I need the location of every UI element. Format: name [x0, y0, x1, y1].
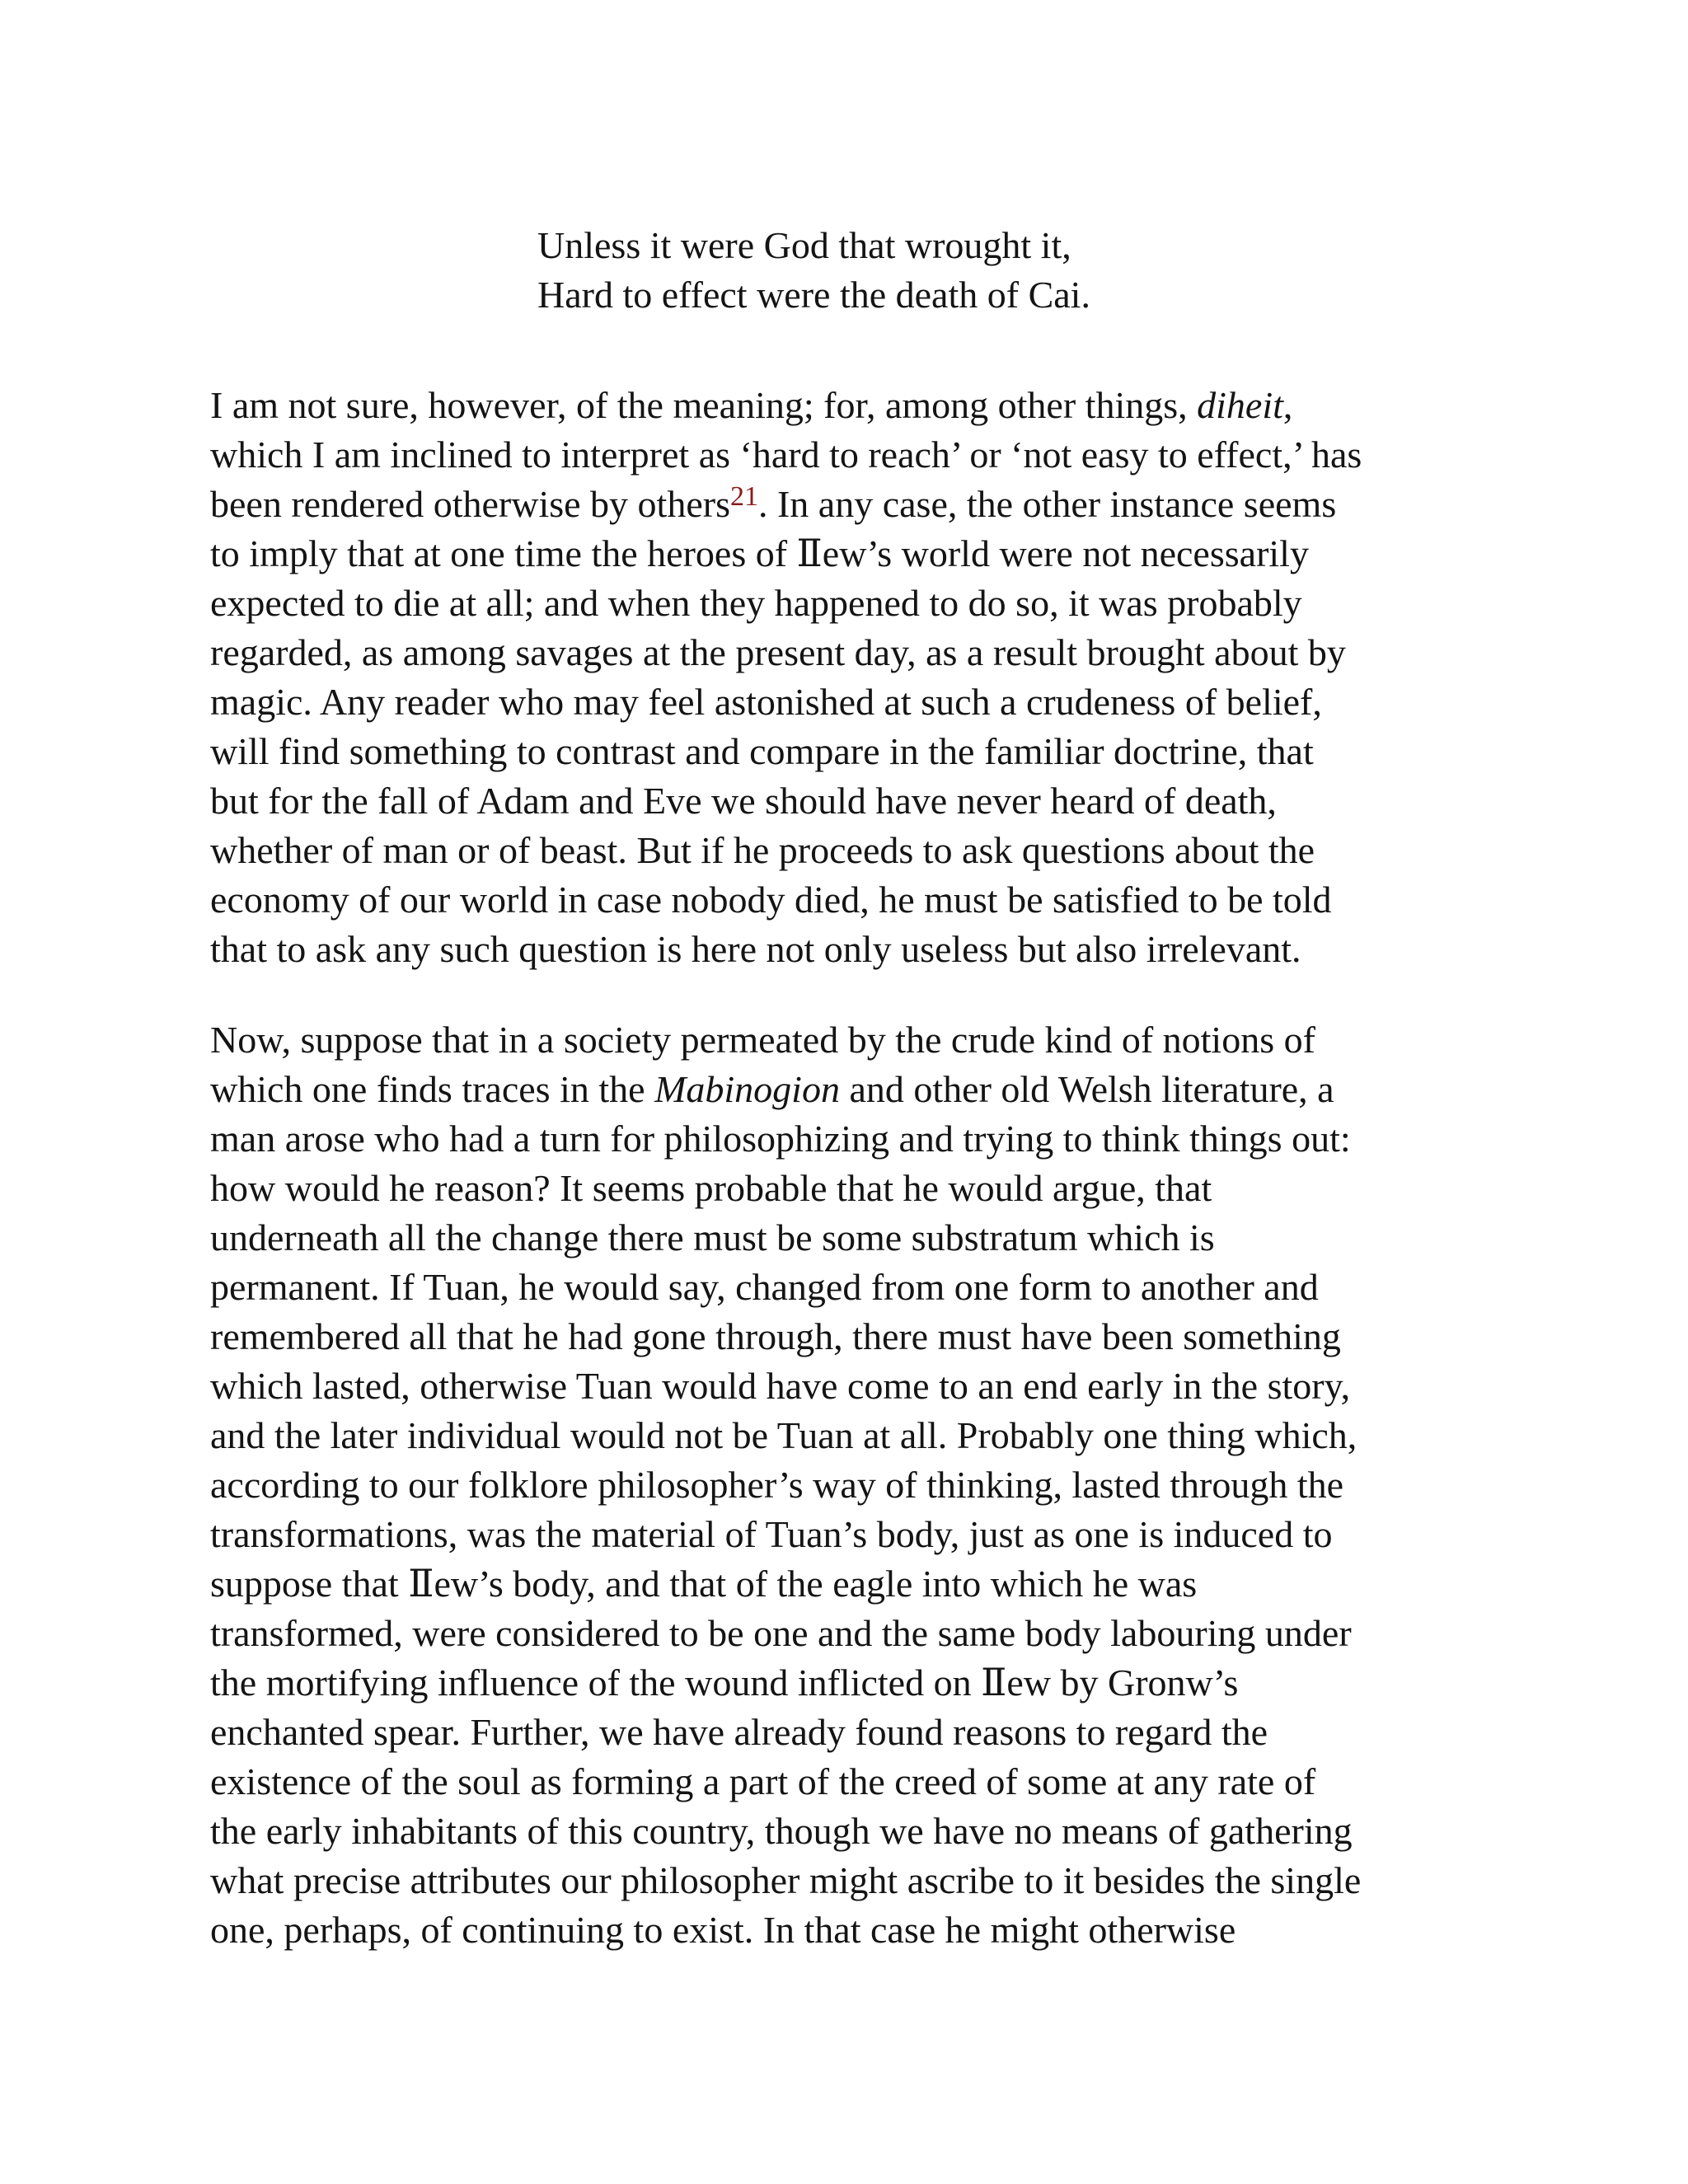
text-line: how would he reason? It seems probable that he would argue, that [210, 1167, 1212, 1209]
verse-quotation [537, 221, 1090, 320]
verse-line: Unless it were God that wrought it, [537, 224, 1071, 266]
text-line: underneath all the change there must be some substratum which is [210, 1216, 1215, 1258]
text-line: magic. Any reader who may feel astonished at such a crudeness of belief, [210, 681, 1322, 723]
text-line: existence of the soul as forming a part of the creed of some at any rate of [210, 1760, 1316, 1802]
text-run: , [1282, 384, 1293, 426]
text-line: transformed, were considered to be one and the same body labouring under [210, 1612, 1352, 1654]
italic-title: Mabinogion [654, 1068, 840, 1110]
text-run: which one finds traces in the [210, 1068, 655, 1110]
text-line: which lasted, otherwise Tuan would have come to an end early in the story, [210, 1365, 1351, 1407]
text-run: and other old Welsh literature, a [839, 1068, 1334, 1110]
text-line: will find something to contrast and compare in the familiar doctrine, that [210, 730, 1314, 772]
text-run: I am not sure, however, of the meaning; for, among other things, [210, 384, 1198, 426]
text-run: . In any case, the other instance seems [757, 483, 1337, 525]
text-line: what precise attributes our philosopher might ascribe to it besides the single [210, 1859, 1362, 1901]
paragraph-1 [210, 381, 1488, 974]
text-line: according to our folklore philosopher’s way of thinking, lasted through the [210, 1464, 1344, 1506]
text-line: transformations, was the material of Tuan’s body, just as one is induced to [210, 1513, 1333, 1555]
text-line: man arose who had a turn for philosophizing and trying to think things out: [210, 1118, 1351, 1160]
text-line: suppose that Ⅱew’s body, and that of the eagle into which he was [210, 1563, 1198, 1605]
text-line: the early inhabitants of this country, though we have no means of gathering [210, 1810, 1353, 1852]
text-line: remembered all that he had gone through, there must have been something [210, 1315, 1341, 1357]
footnote-link[interactable]: 21 [729, 481, 758, 512]
text-line: but for the fall of Adam and Eve we should have never heard of death, [210, 780, 1277, 822]
text-line [210, 480, 1488, 529]
text-line: regarded, as among savages at the present day, as a result brought about by [210, 631, 1346, 673]
text-line: that to ask any such question is here not only useless but also irrelevant. [210, 928, 1301, 970]
paragraph-2 [210, 1015, 1488, 1955]
verse-line: Hard to effect were the death of Cai. [537, 274, 1090, 316]
text-line: which I am inclined to interpret as ‘hard to reach’ or ‘not easy to effect,’ has [210, 434, 1362, 476]
text-line: permanent. If Tuan, he would say, changed from one form to another and [210, 1266, 1319, 1308]
text-line: Now, suppose that in a society permeated by the crude kind of notions of [210, 1019, 1315, 1061]
text-line: whether of man or of beast. But if he proceeds to ask questions about the [210, 829, 1315, 871]
text-line: and the later individual would not be Tuan at all. Probably one thing which, [210, 1414, 1357, 1456]
text-line: one, perhaps, of continuing to exist. In that case he might otherwise [210, 1909, 1236, 1951]
text-line: expected to die at all; and when they happened to do so, it was probably [210, 582, 1302, 624]
text-line [210, 381, 1488, 430]
text-line [210, 1065, 1488, 1114]
text-line: economy of our world in case nobody died, he must be satisfied to be told [210, 879, 1332, 921]
text-line: the mortifying influence of the wound inflicted on Ⅱew by Gronw’s [210, 1661, 1239, 1704]
text-line: to imply that at one time the heroes of Ⅱew’s world were not necessarily [210, 532, 1309, 574]
text-line: enchanted spear. Further, we have already found reasons to regard the [210, 1711, 1268, 1753]
italic-term: diheit [1197, 384, 1283, 426]
text-run: been rendered otherwise by others [210, 483, 730, 525]
